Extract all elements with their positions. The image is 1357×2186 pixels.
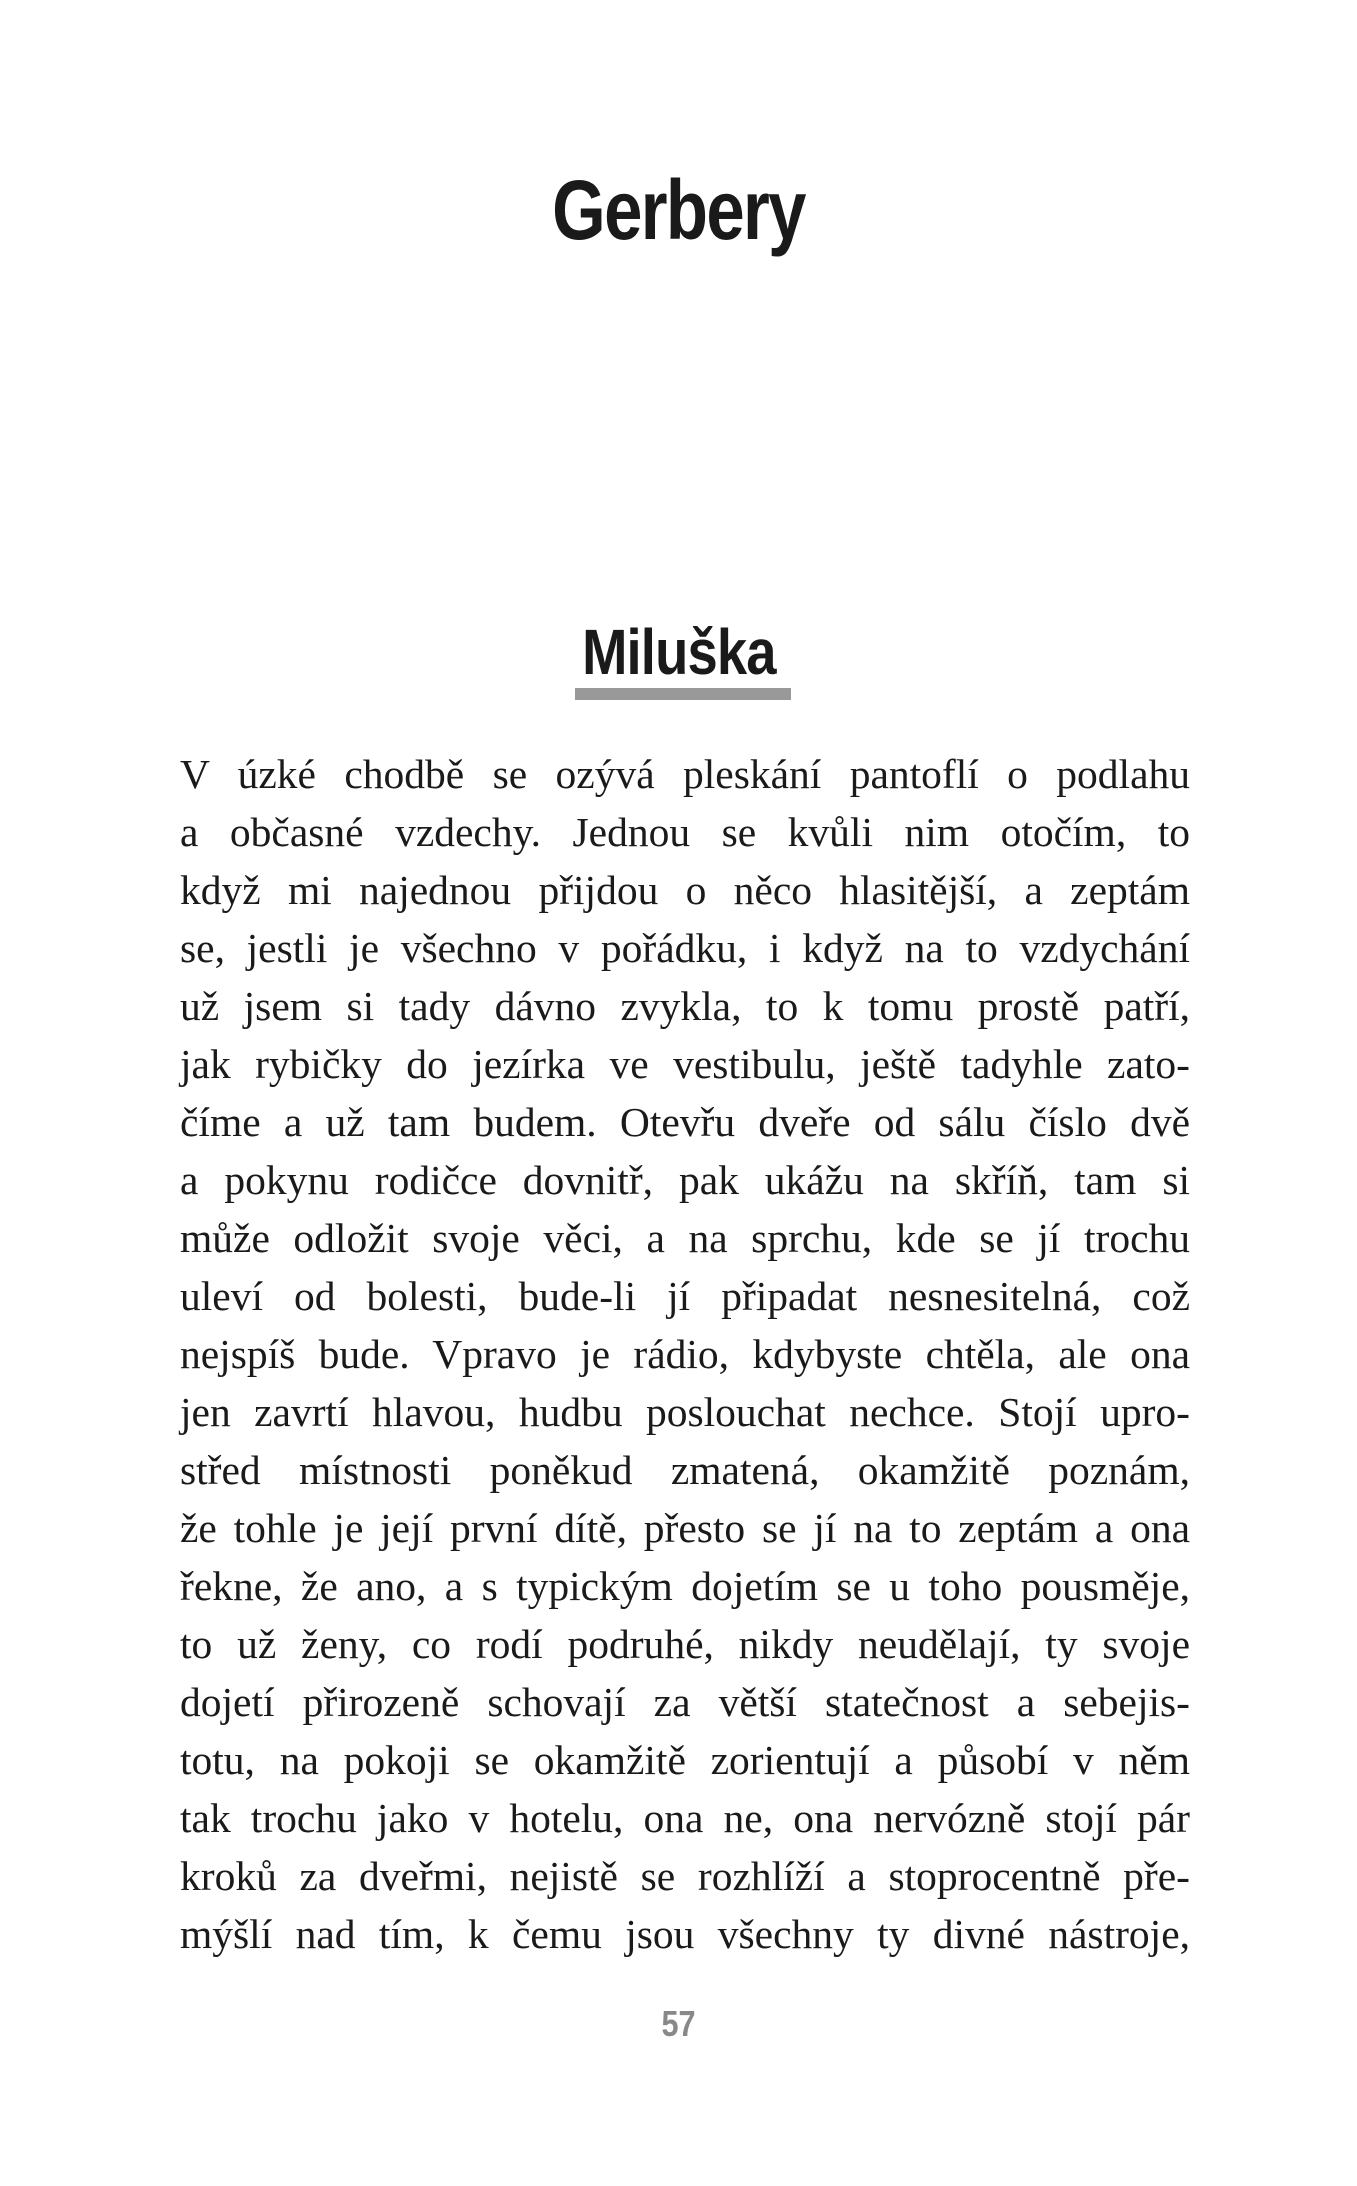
text-line: a pokynu rodičce dovnitř, pak ukážu na skříň, tam si [180, 1157, 1190, 1203]
text-line: řekne, že ano, a s typickým dojetím se u toho pousměje, [180, 1563, 1190, 1609]
text-line: tak trochu jako v hotelu, ona ne, ona nervózně stojí pár [180, 1795, 1190, 1841]
text-line: se, jestli je všechno v pořádku, i když na to vzdychání [180, 925, 1190, 971]
text-line: jak rybičky do jezírka ve vestibulu, ještě tadyhle zato- [180, 1041, 1190, 1087]
text-line: střed místnosti poněkud zmatená, okamžitě poznám, [180, 1447, 1190, 1493]
text-line: nejspíš bude. Vpravo je rádio, kdybyste chtěla, ale ona [180, 1331, 1190, 1377]
text-line: když mi najednou přijdou o něco hlasitější, a zeptám [180, 867, 1190, 913]
text-line: už jsem si tady dávno zvykla, to k tomu prostě patří, [180, 983, 1190, 1029]
section-heading [0, 616, 1357, 688]
text-line: číme a už tam budem. Otevřu dveře od sálu číslo dvě [180, 1099, 1190, 1145]
text-line: uleví od bolesti, bude-li jí připadat nesnesitelná, což [180, 1273, 1190, 1319]
text-line: kroků za dveřmi, nejistě se rozhlíží a stoprocentně pře- [180, 1853, 1190, 1899]
text-line: jen zavrtí hlavou, hudbu poslouchat nechce. Stojí upro- [180, 1389, 1190, 1435]
section-title: Miluška [581, 616, 776, 688]
text-line: V úzké chodbě se ozývá pleskání pantoflí o podlahu [180, 751, 1190, 797]
section-underline [575, 688, 791, 700]
text-line: může odložit svoje věci, a na sprchu, kde se jí trochu [180, 1215, 1190, 1261]
text-line: mýšlí nad tím, k čemu jsou všechny ty divné nástroje, [180, 1911, 1190, 1957]
text-line: že tohle je její první dítě, přesto se jí na to zeptám a ona [180, 1505, 1190, 1551]
page-number: 57 [661, 2003, 696, 2044]
text-line: a občasné vzdechy. Jednou se kvůli nim otočím, to [180, 809, 1190, 855]
chapter-title: Gerbery [552, 163, 805, 257]
text-line: dojetí přirozeně schovají za větší statečnost a sebejis- [180, 1679, 1190, 1725]
text-line: to už ženy, co rodí podruhé, nikdy neudělají, ty svoje [180, 1621, 1190, 1667]
text-line: totu, na pokoji se okamžitě zorientují a působí v něm [180, 1737, 1190, 1783]
body-text [180, 745, 1190, 1963]
